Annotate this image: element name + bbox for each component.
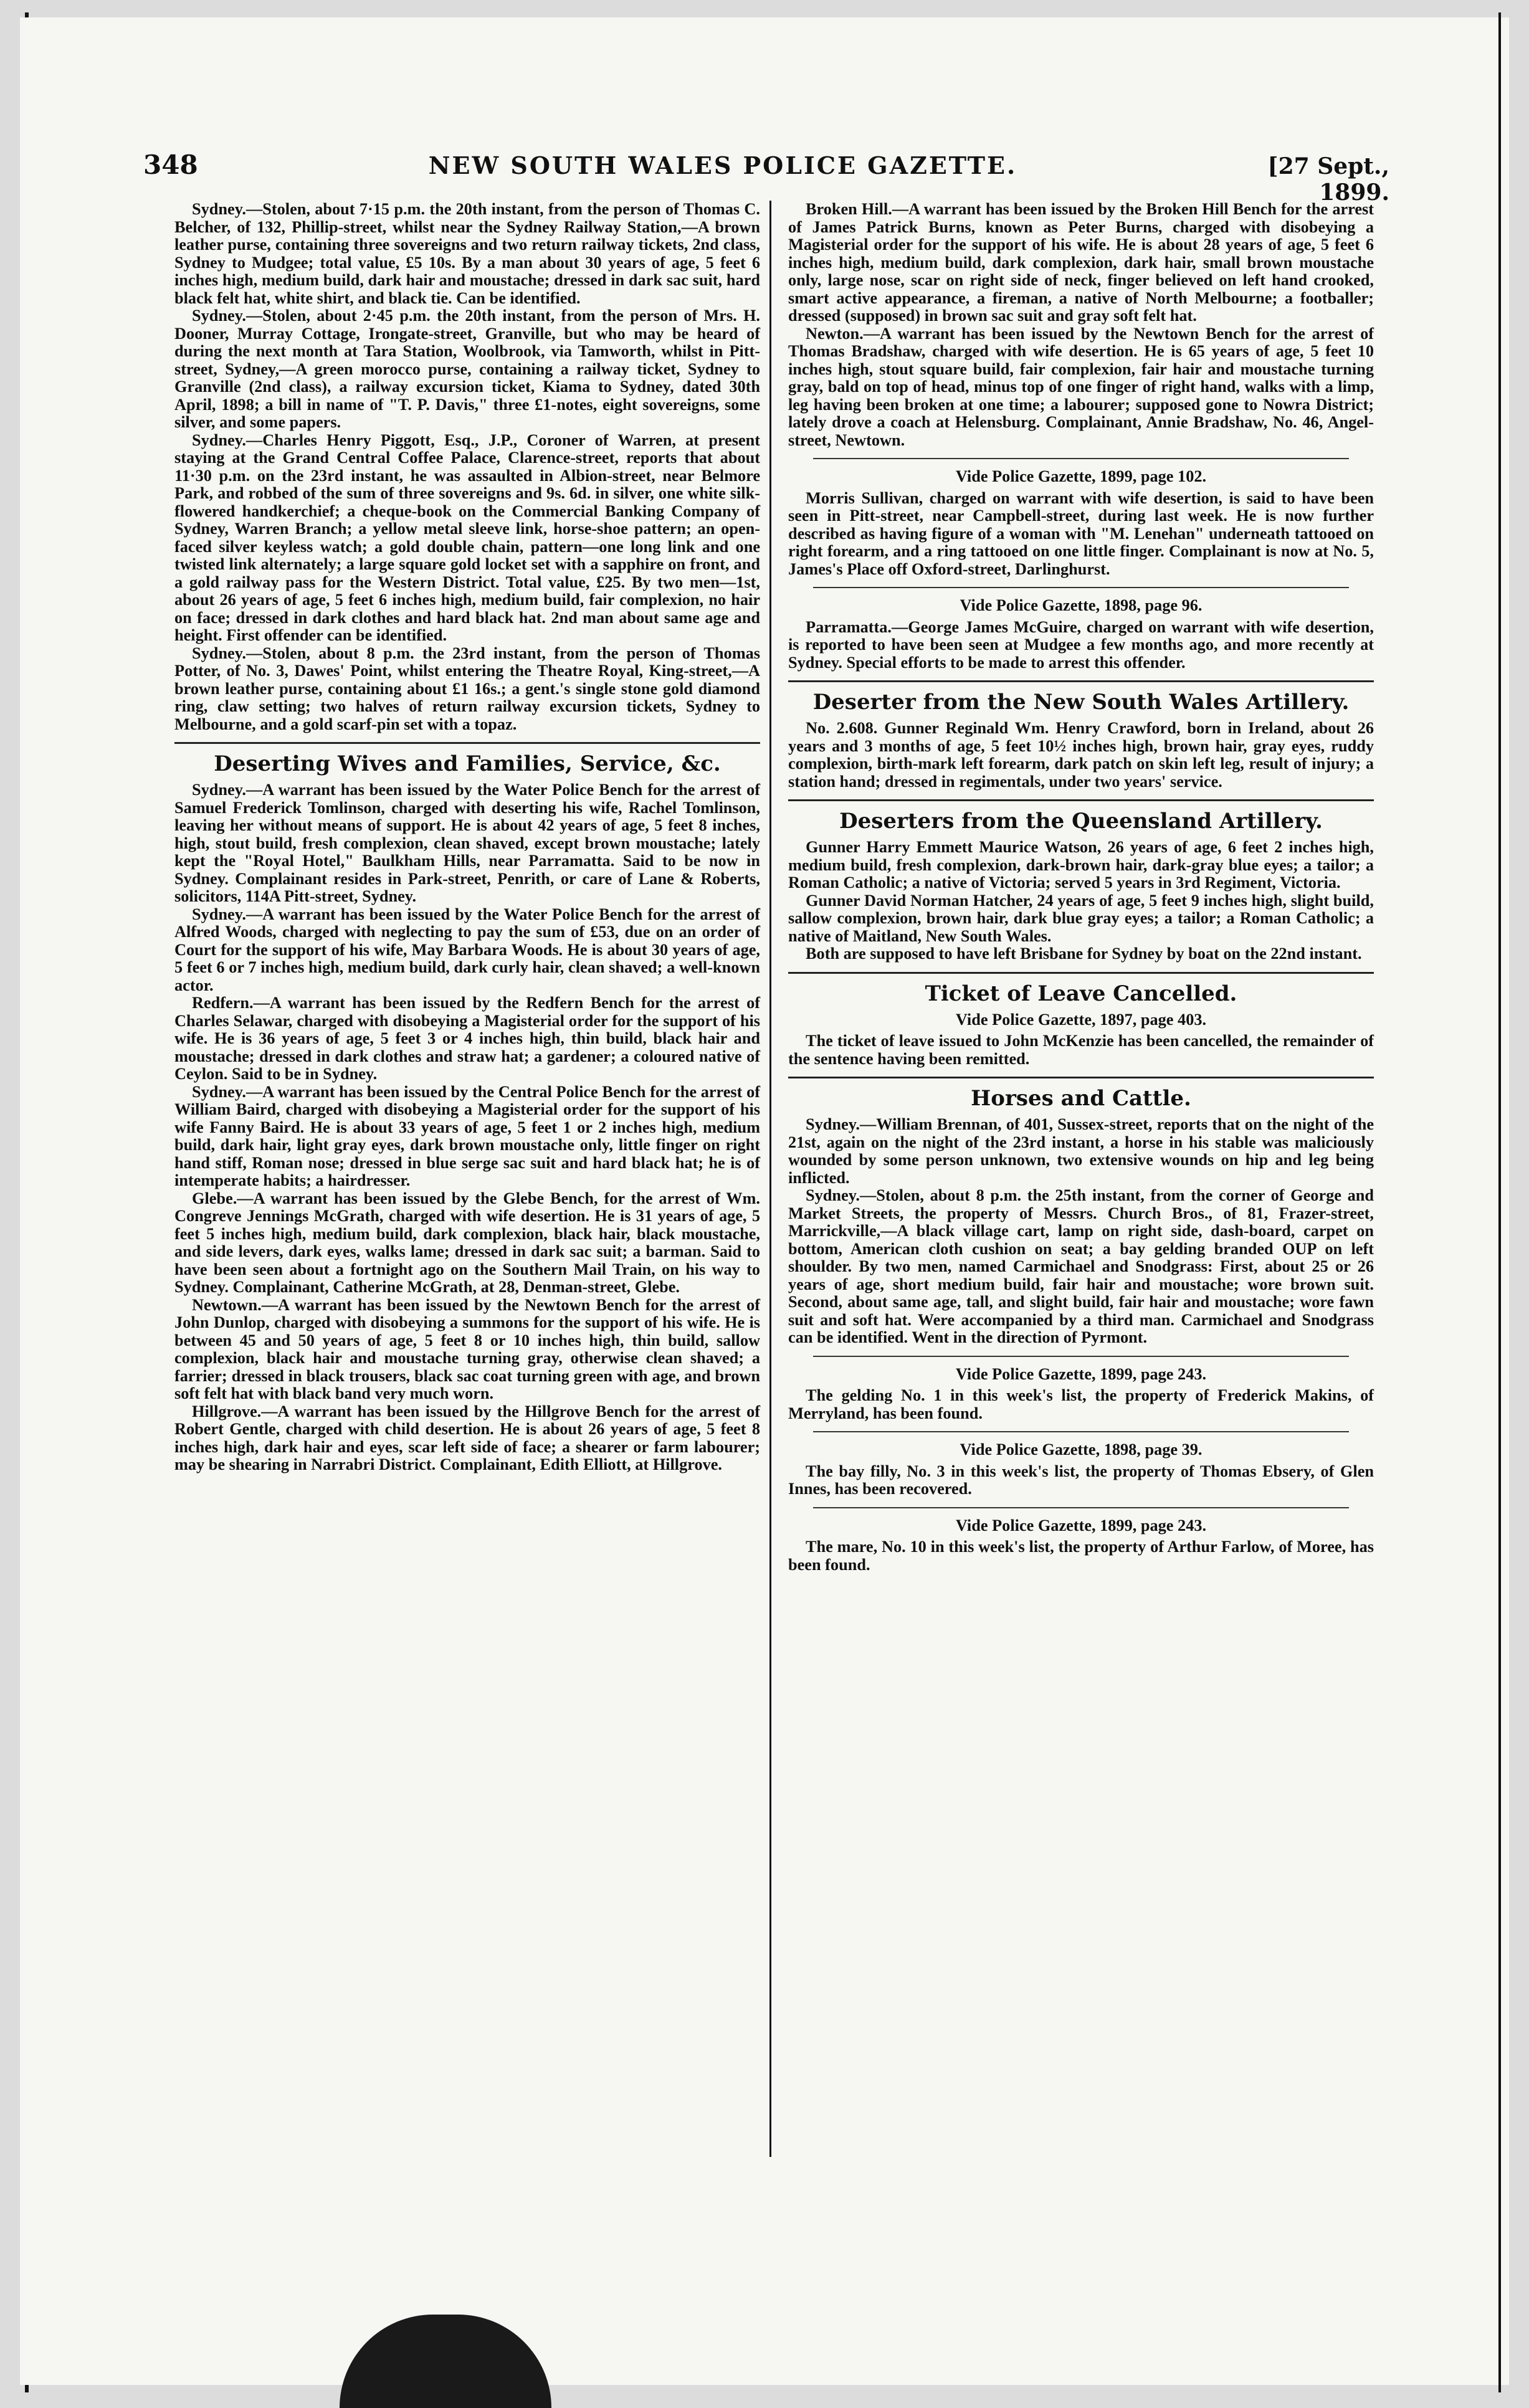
section-heading: Deserter from the New South Wales Artillery. (812, 690, 1350, 715)
notice-paragraph: Gunner Harry Emmett Maurice Watson, 26 years of age, 6 feet 2 inches high, medium build, fresh complexion, dark-brown hair, dark-gray blue eyes; a tailor; a Roman Catholic; a native of Victoria; served 5 years in 3rd Regiment, Victoria. (788, 838, 1374, 892)
notice-paragraph: The bay filly, No. 3 in this week's list, the property of Thomas Ebsery, of Glen Innes, has been recovered. (788, 1462, 1374, 1498)
section-rule (788, 1077, 1374, 1078)
notice-paragraph: Hillgrove.—A warrant has been issued by the Hillgrove Bench for the arrest of Robert Gentle, charged with child desertion. He is about 26 years of age, 5 feet 8 inches high, dark hair and eyes, scar left side of face; a shearer or farm labourer; may be shearing in Narrabri District. Complainant, Edith Elliott, at Hillgrove. (174, 1402, 760, 1473)
gazette-reference: Vide Police Gazette, 1899, page 243. (955, 1364, 1207, 1383)
notice-paragraph: Sydney.—A warrant has been issued by the Water Police Bench for the arrest of Samuel Frederick Tomlinson, charged with deserting his wife, Rachel Tomlinson, leaving her without means of support. He is about 42 years of age, 5 feet 8 inches, high, stout build, fresh complexion, clean shaved, except brown moustache; lately kept the "Royal Hotel," Baulkham Hills, near Parramatta. Said to be now in Sydney. Complainant resides in Park-street, Penrith, or care of Lane & Roberts, solicitors, 114A Pitt-street, Sydney. (174, 781, 760, 905)
page-header (143, 150, 1389, 206)
section-heading: Deserters from the Queensland Artillery. (839, 809, 1323, 834)
notice-paragraph: Sydney.—William Brennan, of 401, Sussex-street, reports that on the night of the 21st, again on the night of the 23rd instant, a horse in his stable was maliciously wounded by some person unknown, two extensive wounds on hip and leg being inflicted. (788, 1115, 1374, 1187)
notice-paragraph: Broken Hill.—A warrant has been issued by the Broken Hill Bench for the arrest of James Patrick Burns, known as Peter Burns, charged with disobeying a Magisterial order for the support of his wife. He is about 28 years of age, 5 feet 6 inches high, medium build, dark complexion, dark hair, small brown moustache only, large nose, scar on right side of neck, finger believed on left hand crooked, smart active appearance, a fireman, a native of North Melbourne; a footballer; dressed (supposed) in brown sac suit and gray soft felt hat. (788, 200, 1374, 325)
column-divider (769, 201, 771, 2157)
notice-paragraph: Parramatta.—George James McGuire, charged on warrant with wife desertion, is reported to have been seen at Mudgee a few months ago, and more recently at Sydney. Special efforts to be made to arrest this offender. (788, 617, 1374, 672)
gazette-reference: Vide Police Gazette, 1899, page 243. (955, 1516, 1207, 1535)
section-heading: Ticket of Leave Cancelled. (925, 981, 1237, 1006)
notice-paragraph: Sydney.—Stolen, about 8 p.m. the 25th instant, from the corner of George and Market Streets, the property of Messrs. Church Bros., of 81, Frazer-street, Marrickville,—A black village cart, lamp on right side, dash-board, carpet on bottom, American cloth cushion on seat; a bay gelding branded OUP on left shoulder. By two men, named Carmichael and Snodgrass: First, about 25 or 26 years of age, short medium build, fair hair and moustache; wore brown suit. Second, about same age, tall, and slight build, fair hair and moustache; wore fawn suit and soft hat. Were accompanied by a third man. Carmichael and Snodgrass can be identified. Went in the direction of Pyrmont. (788, 1186, 1374, 1346)
short-rule (813, 1507, 1349, 1508)
section-rule (788, 799, 1374, 801)
section-rule (788, 972, 1374, 974)
short-rule (813, 587, 1349, 588)
notice-paragraph: Sydney.—Stolen, about 2·45 p.m. the 20th instant, from the person of Mrs. H. Dooner, Murray Cottage, Irongate-street, Granville, but who may be heard of during the next month at Tara Station, Woolbrook, via Tamworth, whilst in Pitt-street, Sydney,—A green morocco purse, containing a railway ticket, Sydney to Granville (2nd class), a railway excursion ticket, Kiama to Sydney, dated 30th April, 1898; a bill in name of "T. P. Davis," three £1-notes, eight sovereigns, some silver, and some papers. (174, 307, 760, 431)
gazette-reference: Vide Police Gazette, 1897, page 403. (955, 1010, 1207, 1029)
section-rule (788, 680, 1374, 682)
notice-paragraph: Newtown.—A warrant has been issued by the Newtown Bench for the arrest of John Dunlop, charged with disobeying a summons for the support of his wife. He is between 45 and 50 years of age, 5 feet 8 or 10 inches high, thin build, sallow complexion, black hair and moustache turning gray, otherwise clean shaved; a farrier; dressed in black trousers, black sac coat turning green with age, and brown soft felt hat with black band very much worn. (174, 1295, 760, 1402)
section-heading: Horses and Cattle. (971, 1086, 1191, 1111)
notice-paragraph: Sydney.—Charles Henry Piggott, Esq., J.P., Coroner of Warren, at present staying at the Grand Central Coffee Palace, Clarence-street, reports that about 11·30 p.m. on the 23rd instant, he was assaulted in Albion-street, near Belmore Park, and robbed of the sum of three sovereigns and 9s. 6d. in silver, one white silk-flowered handkerchief; a cheque-book on the Commercial Banking Company of Sydney, Warren Branch; a yellow metal sleeve link, horse-shoe pattern; an open-faced silver keyless watch; a gold double chain, pattern—one long link and one twisted link alternately; a large square gold locket set with a sapphire on front, and a gold railway pass for the Western District. Total value, £25. By two men—1st, about 26 years of age, 5 feet 6 inches high, medium build, fair complexion, no hair on face; dressed in dark clothes and hard black hat. 2nd man about same age and height. First offender can be identified. (174, 431, 760, 644)
right-column (788, 201, 1374, 1574)
short-rule (813, 1356, 1349, 1357)
scan-edge-right (1498, 12, 1501, 2392)
left-column (174, 201, 760, 1474)
gazette-reference: Vide Police Gazette, 1899, page 102. (955, 467, 1207, 485)
short-rule (813, 1431, 1349, 1432)
notice-paragraph: Newton.—A warrant has been issued by the Newtown Bench for the arrest of Thomas Bradshaw, charged with wife desertion. He is 65 years of age, 5 feet 10 inches high, stout square build, fair complexion, fair hair and moustache turning gray, bald on top of head, minus top of one finger of right hand, walks with a limp, leg having been broken at one time; a labourer; supposed gone to Nowra District; lately drove a coach at Helensburg. Complainant, Annie Bradshaw, No. 46, Angel-street, Newtown. (788, 324, 1374, 449)
page-number: 348 (143, 150, 198, 180)
notice-paragraph: Sydney.—A warrant has been issued by the Central Police Bench for the arrest of William Baird, charged with disobeying a Magisterial order for the support of his wife Fanny Baird. He is about 33 years of age, 5 feet 1 or 2 inches high, medium build, dark hair, light gray eyes, dark brown moustache only, little finger on right hand stiff, Roman nose; dressed in blue serge sac suit and hard black hat; he is of intemperate habits; a hairdresser. (174, 1082, 760, 1189)
notice-paragraph: The ticket of leave issued to John McKenzie has been cancelled, the remainder of the sentence having been remitted. (788, 1032, 1374, 1068)
notice-paragraph: Sydney.—A warrant has been issued by the Water Police Bench for the arrest of Alfred Woods, charged with neglecting to pay the sum of £53, due on an order of Court for the support of his wife, May Barbara Woods. He is about 30 years of age, 5 feet 6 or 7 inches high, medium build, dark curly hair, clean shaved; a well-known actor. (174, 905, 760, 994)
notice-paragraph: Redfern.—A warrant has been issued by the Redfern Bench for the arrest of Charles Selawar, charged with disobeying a Magisterial order for the support of his wife. He is 36 years of age, 5 feet 3 or 4 inches high, thin build, black hair and moustache; dressed in dark clothes and straw hat; a gardener; a coloured native of Ceylon. Said to be in Sydney. (174, 994, 760, 1083)
notice-paragraph: Glebe.—A warrant has been issued by the Glebe Bench, for the arrest of Wm. Congreve Jennings McGrath, charged with wife desertion. He is 31 years of age, 5 feet 5 inches high, medium build, dark complexion, black hair, black moustache, and side levers, dark eyes, walks lame; dressed in dark sac suit; a barman. Said to have been seen about a fortnight ago on the Southern Mail Train, on his way to Sydney. Complainant, Catherine McGrath, at 28, Denman-street, Glebe. (174, 1189, 760, 1296)
notice-paragraph: Both are supposed to have left Brisbane for Sydney by boat on the 22nd instant. (806, 945, 1362, 963)
notice-paragraph: Sydney.—Stolen, about 8 p.m. the 23rd instant, from the person of Thomas Potter, of No. 3, Dawes' Point, whilst entering the Theatre Royal, King-street,—A brown leather purse, containing about £1 16s.; a gent.'s single stone gold diamond ring, claw setting; two halves of return railway excursion tickets, Sydney to Melbourne, and a gold scarf-pin set with a topaz. (174, 644, 760, 733)
notice-paragraph: Gunner David Norman Hatcher, 24 years of age, 5 feet 9 inches high, slight build, sallow complexion, brown hair, dark blue gray eyes; a tailor; a Roman Catholic; a native of Maitland, New South Wales. (788, 891, 1374, 945)
section-rule (174, 742, 760, 744)
notice-paragraph: The mare, No. 10 in this week's list, the property of Arthur Farlow, of Moree, has been found. (788, 1538, 1374, 1574)
gazette-sheet (143, 150, 1389, 1574)
section-heading: Deserting Wives and Families, Service, &c. (214, 751, 721, 776)
notice-paragraph: The gelding No. 1 in this week's list, the property of Frederick Makins, of Merryland, has been found. (788, 1386, 1374, 1422)
gazette-title: NEW SOUTH WALES POLICE GAZETTE. (428, 151, 1017, 179)
gazette-reference: Vide Police Gazette, 1898, page 39. (960, 1440, 1203, 1459)
short-rule (813, 458, 1349, 459)
issue-date: [27 Sept., 1899. (1267, 153, 1389, 206)
notice-paragraph: Morris Sullivan, charged on warrant with wife desertion, is said to have been seen in Pitt-street, near Campbell-street, during last week. He is now further described as having figure of a woman with "M. Lenehan" underneath tattooed on right forearm, and a ring tattooed on one little finger. Complainant is now at No. 5, James's Place off Oxford-street, Darlinghurst. (788, 488, 1374, 578)
notice-paragraph: Sydney.—Stolen, about 7·15 p.m. the 20th instant, from the person of Thomas C. Belcher, of 132, Phillip-street, whilst near the Sydney Railway Station,—A brown leather purse, containing three sovereigns and two return railway tickets, 2nd class, Sydney to Mudgee; total value, £5 10s. By a man about 30 years of age, 5 feet 6 inches high, medium build, dark hair and moustache; dressed in dark sac suit, hard black felt hat, white shirt, and black tie. Can be identified. (174, 200, 760, 307)
gazette-reference: Vide Police Gazette, 1898, page 96. (960, 596, 1203, 614)
notice-paragraph: No. 2.608. Gunner Reginald Wm. Henry Crawford, born in Ireland, about 26 years and 3 months of age, 5 feet 10½ inches high, brown hair, gray eyes, ruddy complexion, birth-mark left forearm, dark patch on skin left leg, result of injury; a station hand; dressed in regimentals, under two years' service. (788, 719, 1374, 791)
